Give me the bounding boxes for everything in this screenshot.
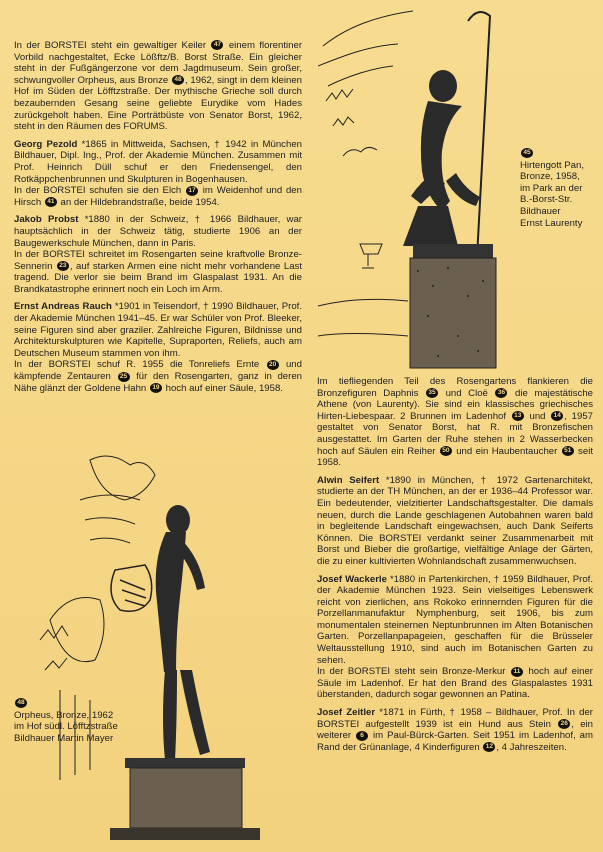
- right-column-text: [317, 376, 593, 759]
- marker-17: 17: [186, 186, 198, 196]
- wackerle-paragraph: Josef Wackerle *1880 in Partenkirchen, † 1959 Bildhauer, Prof. der Akademie München 1923. Sein vielseitiges Lebenswerk reicht von zierlichen, ans Rokoko erinnernden Figuren für die Porzellanmanufaktur Nymphenburg, seit 1906, bis zum monumentalen steinernen Neptunbrunnen im Alten Botanischen Garten. Porzellanpapageien, geschaffen für die Brüsseler Weltausstellung 1910, sind auch im Botanischen Garten zu sehen. In der BORSTEI steht sein Bronze-Merkur 11 hoch auf einer Säule im Ladenhof. Er hat den Brand des Glaspalastes 1931 überstanden, dadurch sogar gewonnen an Patina.: [317, 573, 593, 701]
- orpheus-caption: 48 Orpheus, Bronze, 1962 im Hof südl. Löfftzstraße Bildhauer Martin Mayer: [14, 699, 118, 744]
- artist-name-zeitler: Josef Zeitler: [317, 707, 376, 719]
- marker-50: 50: [440, 446, 452, 456]
- marker-6: 6: [356, 731, 368, 741]
- marker-45: 45: [521, 148, 533, 158]
- pan-caption: 45 Hirtengott Pan, Bronze, 1958, im Park an der B.-Borst-Str. Bildhauer Ernst Laurenty: [520, 149, 584, 229]
- marker-14: 14: [551, 411, 563, 421]
- marker-23: 23: [57, 261, 69, 271]
- probst-paragraph: Jakob Probst *1880 in der Schweiz, † 1966 Bildhauer, war hauptsächlich in der Schweiz tätig, studierte 1906 an der Baugewerkschule München, dann in Paris. In der BORSTEI schreitet im Rosengarten seine kraftvolle Bronze-Sennerin 23 , auf starken Armen eine nicht mehr vorhandene Last tragend. Die verlor sie beim Brand im Glaspalast 1931. An die Brandkatastrophe erinnert noch ein Loch im Arm.: [14, 214, 302, 295]
- marker-47: 47: [211, 40, 223, 50]
- intro-paragraph: In der BORSTEI steht ein gewaltiger Keiler 47 einem florentiner Vorbild nachgestaltet, Ecke Lößftz/B. Borst Straße. Ein gleicher steht in der Fußgängerzone vor dem Jagdmuseum. Sein großer, schwungvoller Orpheus, aus Bronze 48 , 1962, singt in dem kleinen Hof im Süden der Löfftzstraße. Der mythische Grieche soll durch bezaubernden Gesang seine geliebte Eurydike vom Hades zurückgeholt haben. Eine Porträtbüste von Senator Borst, 1962, steht in den Räumen des FORUMS.: [14, 40, 303, 133]
- marker-12: 12: [483, 742, 495, 752]
- marker-11: 11: [511, 667, 523, 677]
- zeitler-paragraph: Josef Zeitler *1871 in Fürth, † 1958 – Bildhauer, Prof. In der BORSTEI aufgestellt 1939 ist ein Hund aus Stein 26 , ein weiterer 6 im Paul-Bürck-Garten. Seit 1951 im Ladenhof, am Rand der Grünanlage, 4 Kinderfiguren 12 , 4 Jahreszeiten.: [317, 707, 593, 753]
- marker-26: 26: [558, 719, 570, 729]
- marker-35: 35: [426, 388, 438, 398]
- rosengarten-paragraph: Im tiefliegenden Teil des Rosengartens flankieren die Bronzefiguren Daphnis 35 und Cloë 36 die majestätische Athene (von Laurenty). Sie sind ein klassisches griechisches Hirten-Liebespaar. 2 Brunnen im Ladenhof 13 und 14 , 1957 gestaltet von Senator Borst, hat R. mit Bronzefischen ausgestattet. Im Garten der Ruhe stehen in 2 Wasserbecken hoch auf Säulen ein Reiher 50 und ein Haubentaucher 51 seit 1958.: [317, 376, 594, 469]
- pezold-paragraph: Georg Pezold *1865 in Mittweida, Sachsen, † 1942 in München Bildhauer, Dipl. Ing., Prof. der Akademie München. Zusammen mit Prof. Heinrich Düll schuf er den Friedensengel, den Rotkäppchenbrunnen und Skulpturen in Bogenhausen. In der BORSTEI schufen sie den Elch 17 im Weidenhof und den Hirsch 41 an der Hildebrandstraße, beide 1954.: [14, 138, 302, 208]
- pan-statue-illustration: [318, 6, 508, 376]
- rauch-paragraph: Ernst Andreas Rauch *1901 in Teisendorf, † 1990 Bildhauer, Prof. der Akademie München 1941–45. Er war Schüler von Prof. Bleeker, seine Figuren sind aber graziler. Zahlreiche Figuren, Bildnisse und Architekturskulpturen wie Kapitelle, Supraporten, Reliefs, auch am Deutschen Museum stammen von ihm. In der BORSTEI schuf R. 1955 die Tonreliefs Ernte 20 und kämpfende Zentauren 25 für den Rosengarten, ganz in deren Nähe glänzt der Goldene Hahn 19 hoch auf einer Säule, 1958.: [14, 301, 302, 394]
- marker-19: 19: [150, 383, 162, 393]
- marker-48: 48: [172, 75, 184, 85]
- artist-name-pezold: Georg Pezold: [14, 138, 78, 150]
- seifert-paragraph: Alwin Seifert *1890 in München, † 1972 Gartenarchitekt, studierte an der TH München, an der er 1936–44 Professor war. Ein bedeutender, vielzitierter Landschaftsgestalter. Die damals neuen, durch die Lande geschlagenen Autobahnen waren bald in begleitende Landschaft eingewachsen, auch Dank Seiferts Können. Die BORSTEI verdankt seiner Zusammenarbeit mit Borst und Bieber die großartige, vielfältige Anlage der Gärten, die zu einer kultivierten Wohnlandschaft zusammenwuchsen.: [317, 474, 594, 567]
- orpheus-statue-illustration: [30, 440, 280, 845]
- marker-36: 36: [495, 388, 507, 398]
- marker-48-caption: 48: [15, 698, 27, 708]
- marker-51: 51: [562, 446, 574, 456]
- artist-name-wackerle: Josef Wackerle: [317, 573, 387, 585]
- artist-name-rauch: Ernst Andreas Rauch: [14, 301, 112, 313]
- left-column-text: [14, 40, 302, 400]
- marker-41: 41: [45, 197, 57, 207]
- artist-name-probst: Jakob Probst: [14, 214, 79, 226]
- marker-20: 20: [267, 360, 279, 370]
- marker-25: 25: [118, 372, 130, 382]
- marker-13: 13: [512, 411, 524, 421]
- artist-name-seifert: Alwin Seifert: [317, 474, 380, 486]
